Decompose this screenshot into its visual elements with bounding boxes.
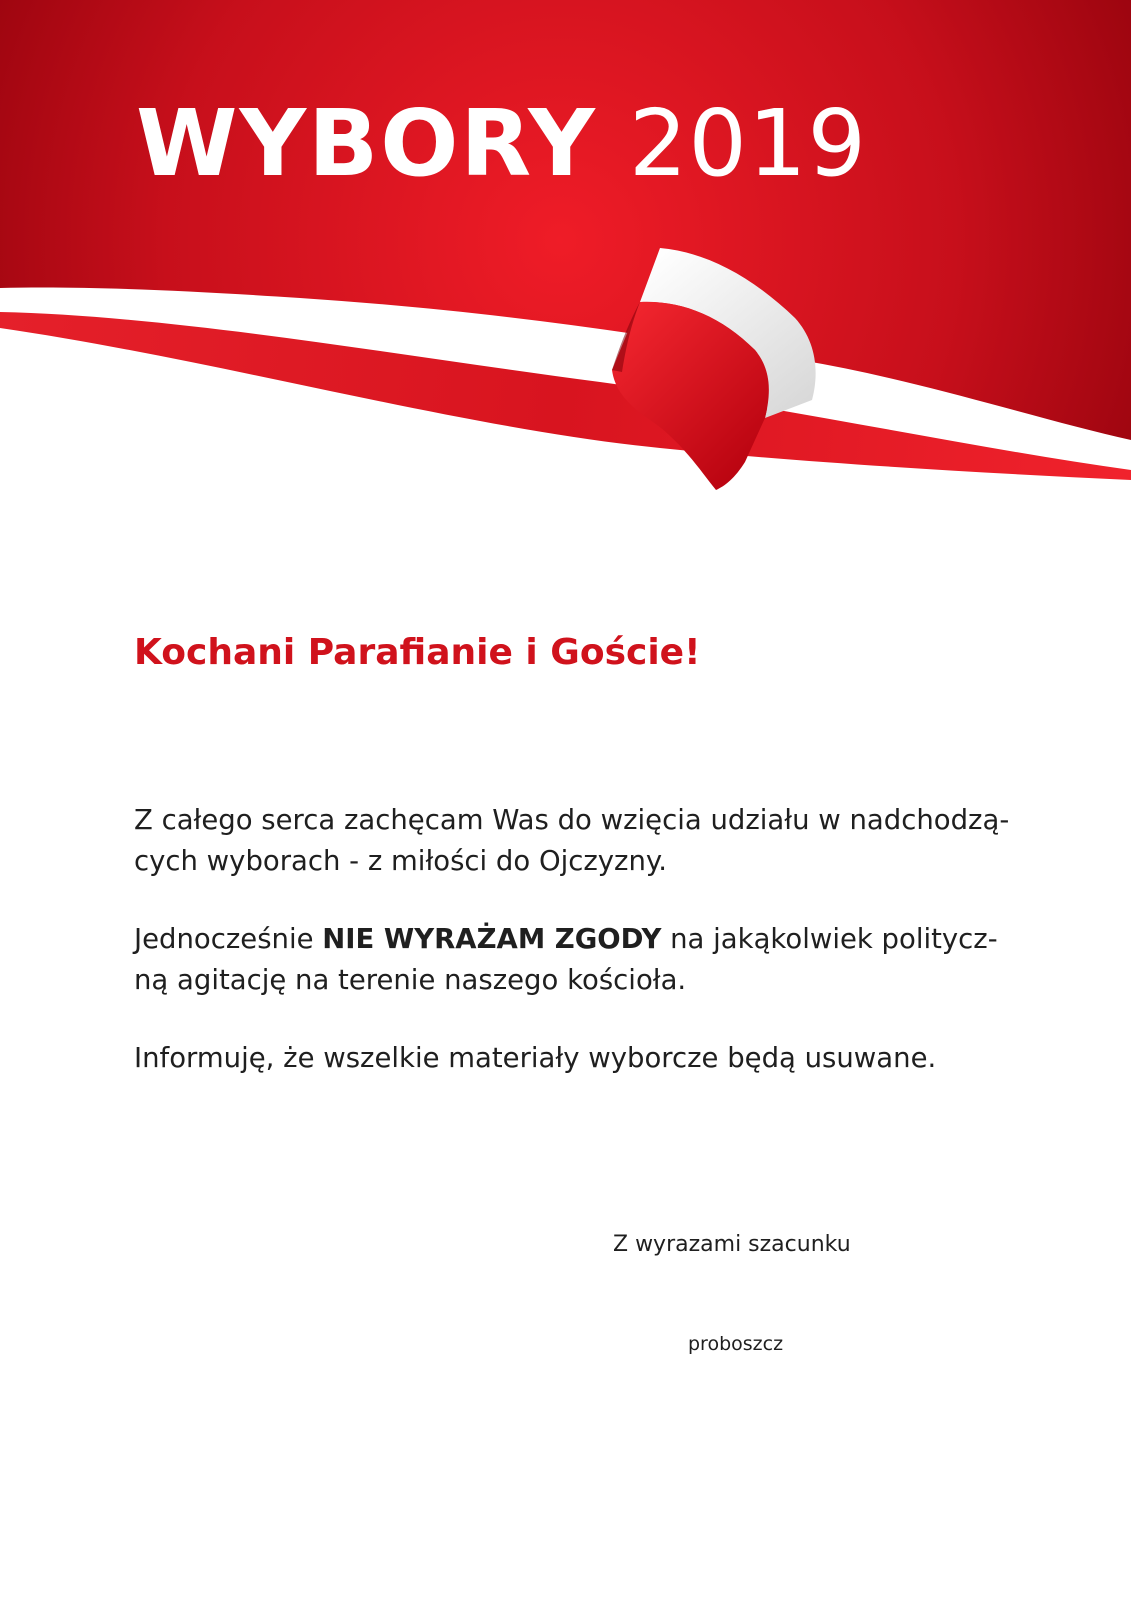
paragraph-no-consent [134,919,1014,1001]
closing-salutation: Z wyrazami szacunku [613,1232,851,1257]
page-title [136,90,868,197]
paragraph-1-line-2: cych wyborach - z miłości do Ojczyzny. [134,845,668,877]
greeting-heading: Kochani Parafianie i Goście! [134,632,701,673]
paragraph-materials-removal: Informuję, że wszelkie materiały wyborcze będą usuwane. [134,1042,937,1074]
no-consent-emphasis: NIE WYRAŻAM ZGODY [322,923,662,955]
title-year: 2019 [628,90,868,197]
paragraph-encouragement [134,800,1014,882]
paragraph-2-intro: Jednocześnie [134,923,323,955]
title-word: WYBORY [136,90,597,197]
paragraph-1-line-1: Z całego serca zachęcam Was do wzięcia udziału w nadchodzą- [134,804,1010,836]
flag-ribbon-header-graphic [0,0,1131,520]
signature-role: proboszcz [688,1333,784,1355]
paragraph-2-line-2: ną agitację na terenie naszego kościoła. [134,964,687,996]
paragraph-2-rest: na jakąkolwiek politycz- [661,923,998,955]
